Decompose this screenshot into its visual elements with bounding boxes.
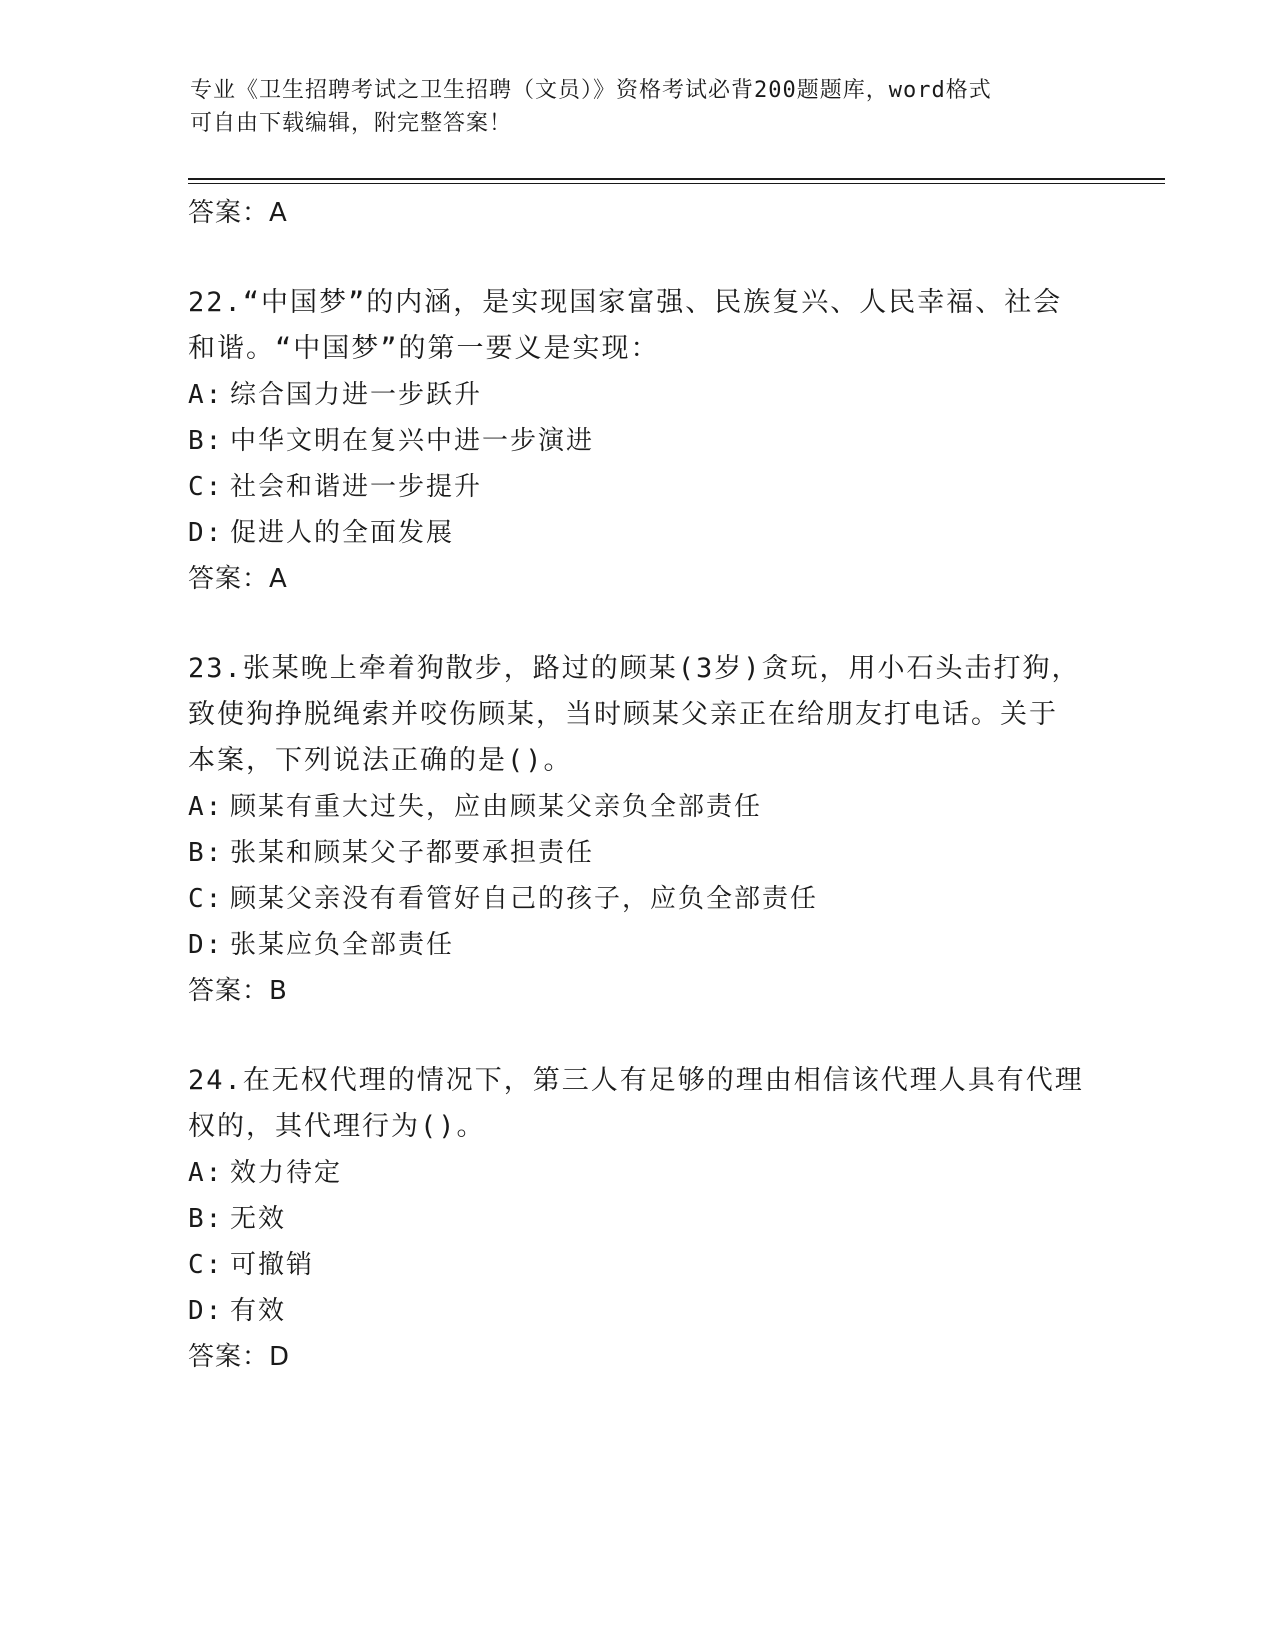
question-text (188, 280, 1188, 372)
option-label: D: (188, 518, 224, 548)
question-text-line: 22.“中国梦”的内涵，是实现国家富强、民族复兴、人民幸福、社会 (188, 287, 1063, 318)
option-text: 顾某父亲没有看管好自己的孩子，应负全部责任 (230, 884, 819, 914)
option-d (188, 510, 1188, 556)
option-text: 张某和顾某父子都要承担责任 (230, 838, 595, 868)
header-divider-thick (188, 178, 1165, 180)
option-label: C: (188, 884, 224, 914)
option-text: 张某应负全部责任 (230, 930, 455, 960)
answer-line: 答案：D (188, 1342, 291, 1372)
option-c (188, 1242, 1188, 1288)
question-text-line: 权的，其代理行为()。 (188, 1111, 486, 1142)
option-label: A: (188, 792, 224, 822)
option-b (188, 418, 1188, 464)
option-b (188, 1196, 1188, 1242)
page-header (190, 74, 1090, 140)
question-text (188, 1058, 1188, 1150)
header-title-line-2: 可自由下载编辑，附完整答案！ (190, 111, 513, 136)
answer-line: 答案：A (188, 564, 288, 594)
question-text-line: 24.在无权代理的情况下，第三人有足够的理由相信该代理人具有代理 (188, 1065, 1084, 1096)
option-label: A: (188, 1158, 224, 1188)
question-24 (188, 1058, 1188, 1380)
option-d (188, 1288, 1188, 1334)
option-text: 综合国力进一步跃升 (230, 380, 483, 410)
question-list (188, 190, 1188, 1380)
option-label: B: (188, 1204, 224, 1234)
option-b (188, 830, 1188, 876)
option-a (188, 1150, 1188, 1196)
question-text-line: 和谐。“中国梦”的第一要义是实现： (188, 333, 660, 364)
question-23 (188, 646, 1188, 1014)
option-text: 促进人的全面发展 (230, 518, 455, 548)
option-c (188, 876, 1188, 922)
option-label: A: (188, 380, 224, 410)
question-22 (188, 280, 1188, 602)
question-text-line: 本案，下列说法正确的是()。 (188, 745, 573, 776)
option-text: 可撤销 (230, 1250, 315, 1280)
option-label: B: (188, 426, 224, 456)
header-divider-thin (188, 183, 1165, 184)
option-text: 中华文明在复兴中进一步演进 (230, 426, 595, 456)
option-label: C: (188, 472, 224, 502)
option-c (188, 464, 1188, 510)
option-text: 无效 (230, 1204, 287, 1234)
question-text-line: 致使狗挣脱绳索并咬伤顾某，当时顾某父亲正在给朋友打电话。关于 (188, 699, 1058, 730)
question-text (188, 646, 1188, 784)
header-title-line-1: 专业《卫生招聘考试之卫生招聘（文员）》资格考试必背200题题库，word格式 (190, 78, 992, 103)
option-text: 有效 (230, 1296, 287, 1326)
option-text: 社会和谐进一步提升 (230, 472, 483, 502)
option-label: C: (188, 1250, 224, 1280)
option-label: B: (188, 838, 224, 868)
answer-line: 答案：B (188, 976, 288, 1006)
previous-answer: 答案：A (188, 198, 288, 228)
option-a (188, 784, 1188, 830)
question-text-line: 23.张某晚上牵着狗散步，路过的顾某(3岁)贪玩，用小石头击打狗， (188, 653, 1081, 684)
option-label: D: (188, 930, 224, 960)
option-d (188, 922, 1188, 968)
option-label: D: (188, 1296, 224, 1326)
option-a (188, 372, 1188, 418)
option-text: 顾某有重大过失，应由顾某父亲负全部责任 (230, 792, 763, 822)
option-text: 效力待定 (230, 1158, 343, 1188)
